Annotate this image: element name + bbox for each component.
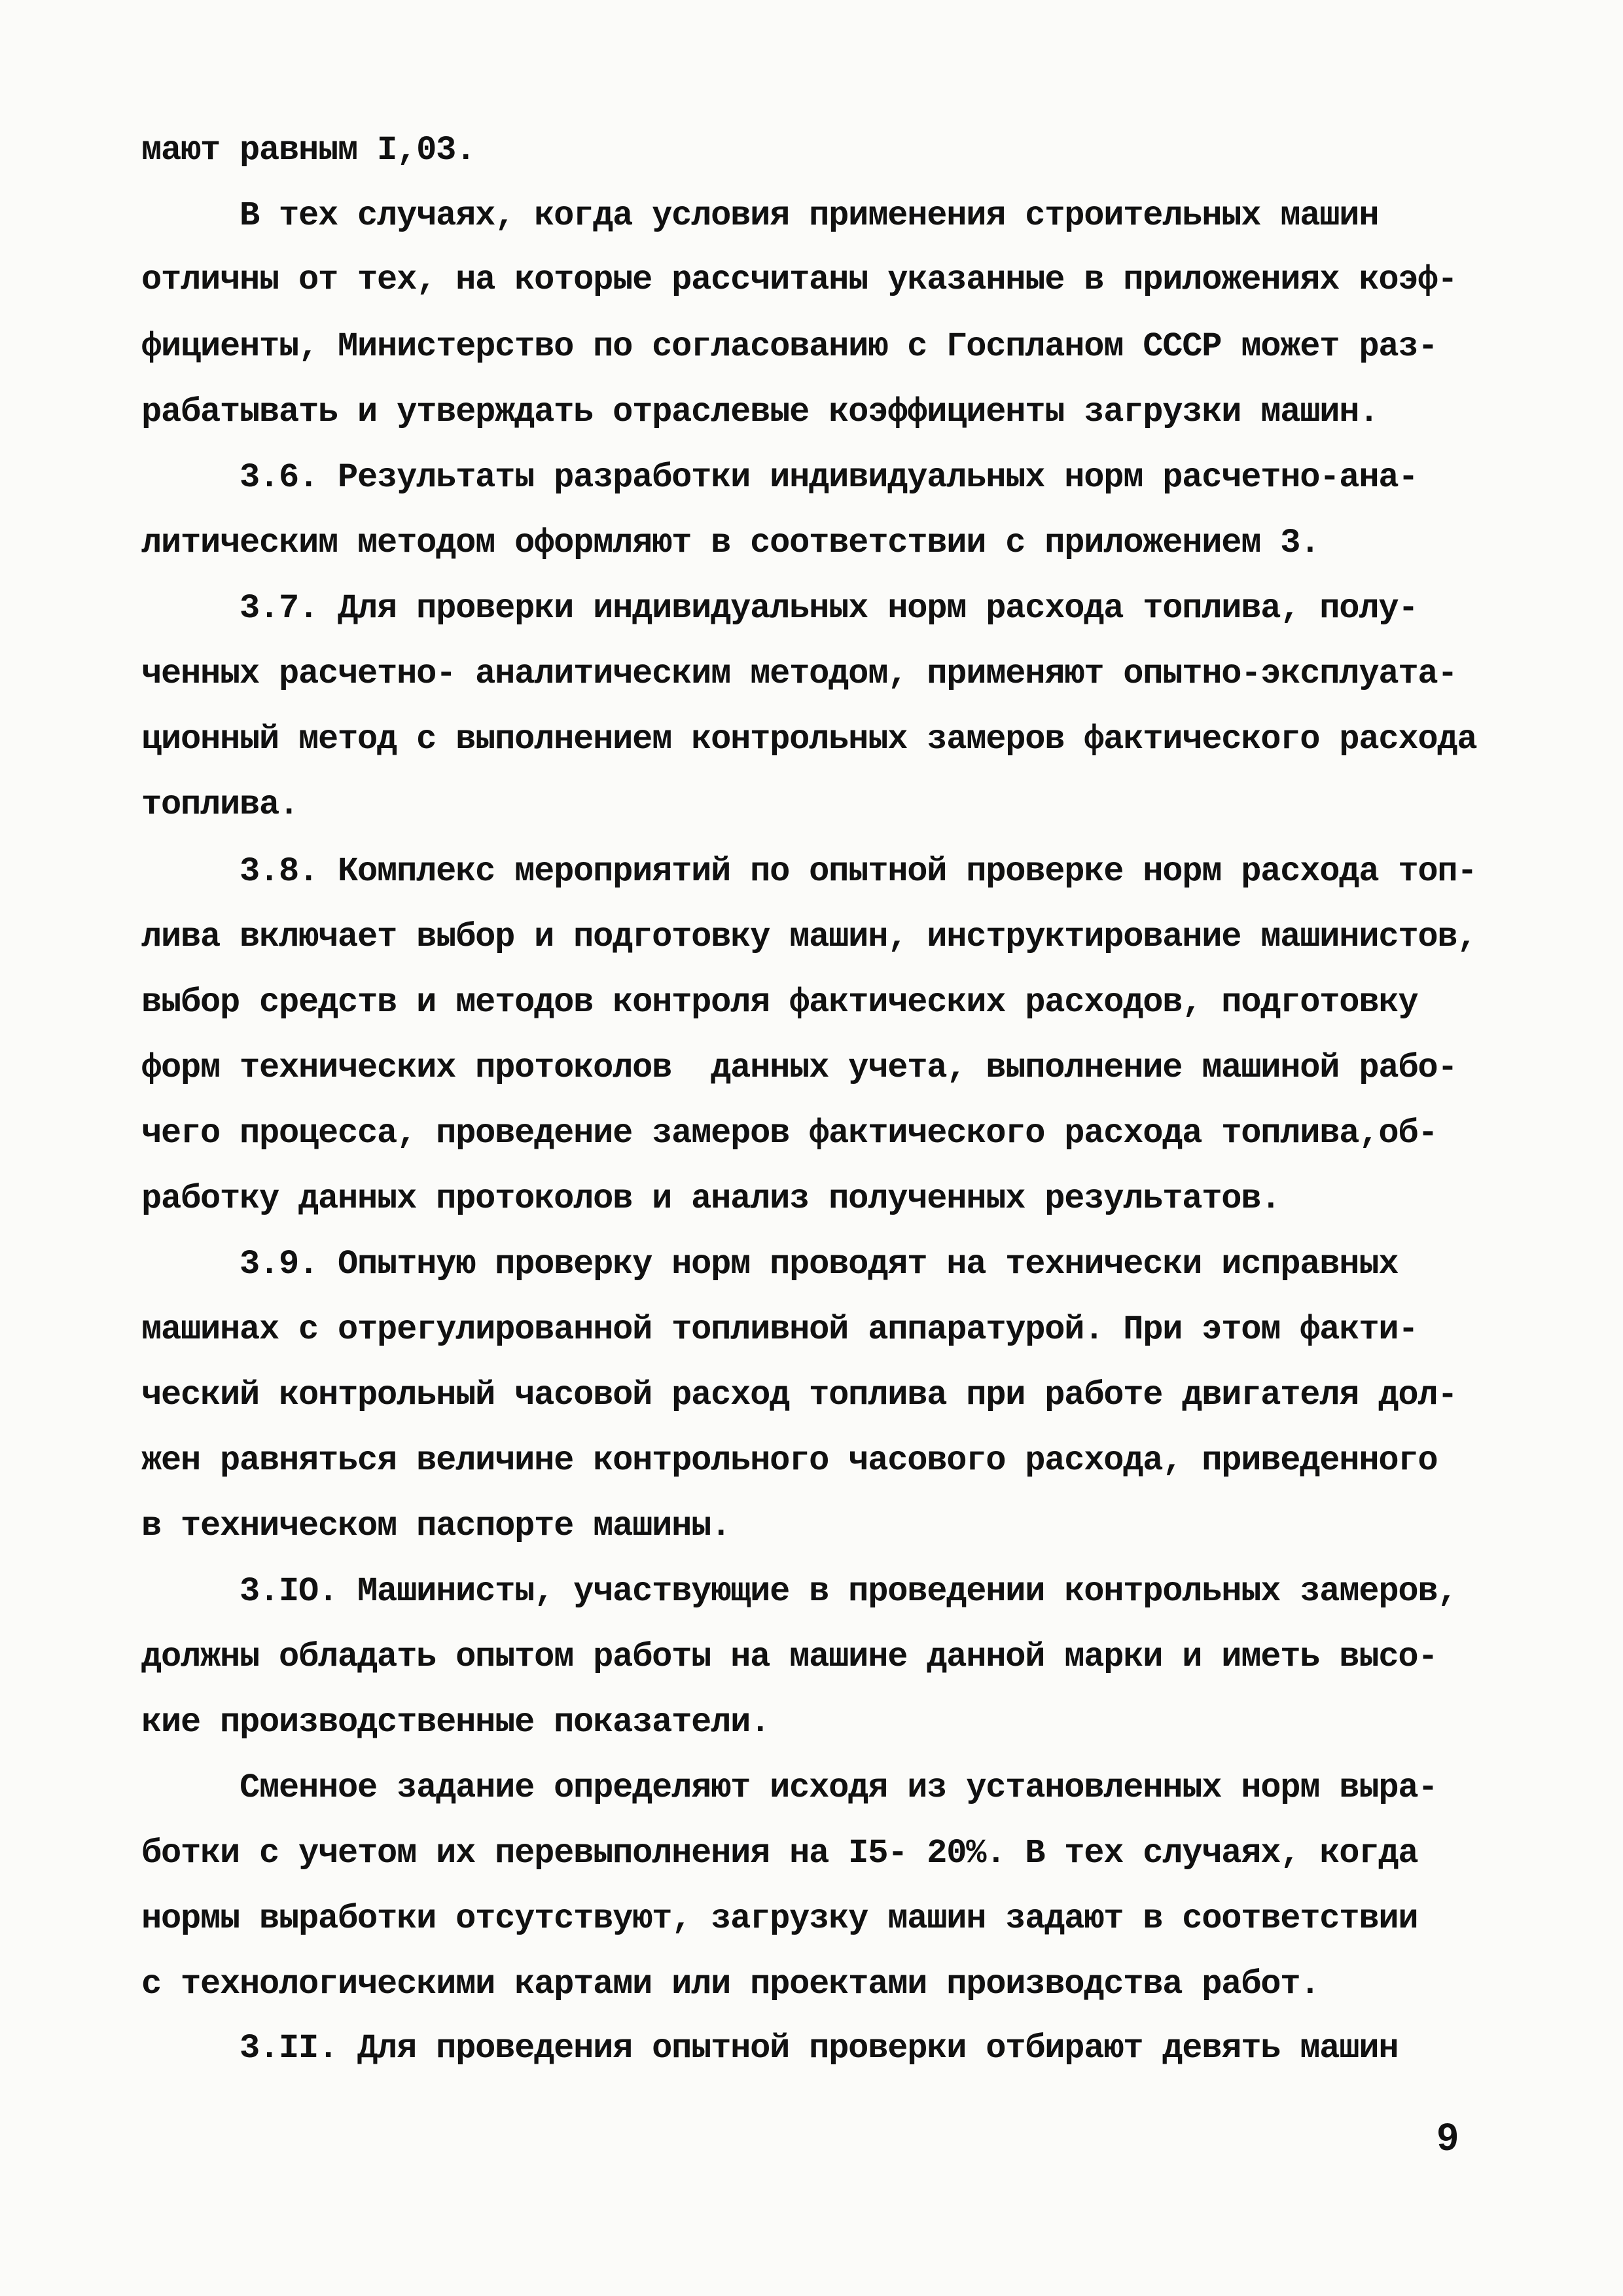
text-line: работку данных протоколов и анализ полученных результатов. (141, 1179, 1281, 1218)
text-line: ченных расчетно- аналитическим методом, применяют опытно-эксплуата- (141, 655, 1457, 693)
text-line: должны обладать опытом работы на машине данной марки и иметь высо- (141, 1638, 1438, 1676)
text-line: отличны от тех, на которые рассчитаны указанные в приложениях коэф- (141, 260, 1457, 299)
text-line: 3.7. Для проверки индивидуальных норм расхода топлива, полу- (141, 589, 1418, 628)
text-line: выбор средств и методов контроля фактических расходов, подготовку (141, 983, 1418, 1022)
text-line: нормы выработки отсутствуют, загрузку машин задают в соответствии (141, 1899, 1418, 1938)
text-line: 3.8. Комплекс мероприятий по опытной проверке норм расхода топ- (141, 852, 1477, 891)
text-line: с технологическими картами или проектами производства работ. (141, 1965, 1320, 2003)
text-line: лива включает выбор и подготовку машин, инструктирование машинистов, (141, 918, 1477, 956)
text-line: форм технических протоколов данных учета, выполнение машиной рабо- (141, 1049, 1457, 1087)
text-line: рабатывать и утверждать отраслевые коэффициенты загрузки машин. (141, 393, 1379, 431)
text-line: 3.6. Результаты разработки индивидуальных норм расчетно-ана- (141, 458, 1418, 497)
text-line: фициенты, Министерство по согласованию с Госпланом СССР может раз- (141, 327, 1438, 366)
text-line: Сменное задание определяют исходя из установленных норм выра- (141, 1768, 1438, 1807)
text-line: литическим методом оформляют в соответствии с приложением 3. (141, 524, 1320, 562)
text-line: 3.9. Опытную проверку норм проводят на технически исправных (141, 1245, 1399, 1283)
text-line: 3.IO. Машинисты, участвующие в проведении контрольных замеров, (141, 1572, 1457, 1611)
text-line: ботки с учетом их перевыполнения на I5- 20%. В тех случаях, когда (141, 1834, 1418, 1873)
text-line: мают равным I,03. (141, 131, 476, 170)
text-line: топлива. (141, 785, 299, 824)
text-line: жен равняться величине контрольного часового расхода, приведенного (141, 1441, 1438, 1480)
text-line: машинах с отрегулированной топливной аппаратурой. При этом факти- (141, 1310, 1418, 1349)
text-line: кие производственные показатели. (141, 1703, 770, 1742)
text-line: ческий контрольный часовой расход топлива при работе двигателя дол- (141, 1376, 1457, 1414)
text-line: 3.II. Для проведения опытной проверки отбирают девять машин (141, 2029, 1399, 2068)
text-line: ционный метод с выполнением контрольных замеров фактического расхода (141, 720, 1477, 759)
text-line: В тех случаях, когда условия применения строительных машин (141, 196, 1379, 235)
text-line: чего процесса, проведение замеров фактического расхода топлива,об- (141, 1114, 1438, 1153)
text-line: в техническом паспорте машины. (141, 1507, 731, 1545)
page-number: 9 (1437, 2116, 1459, 2159)
